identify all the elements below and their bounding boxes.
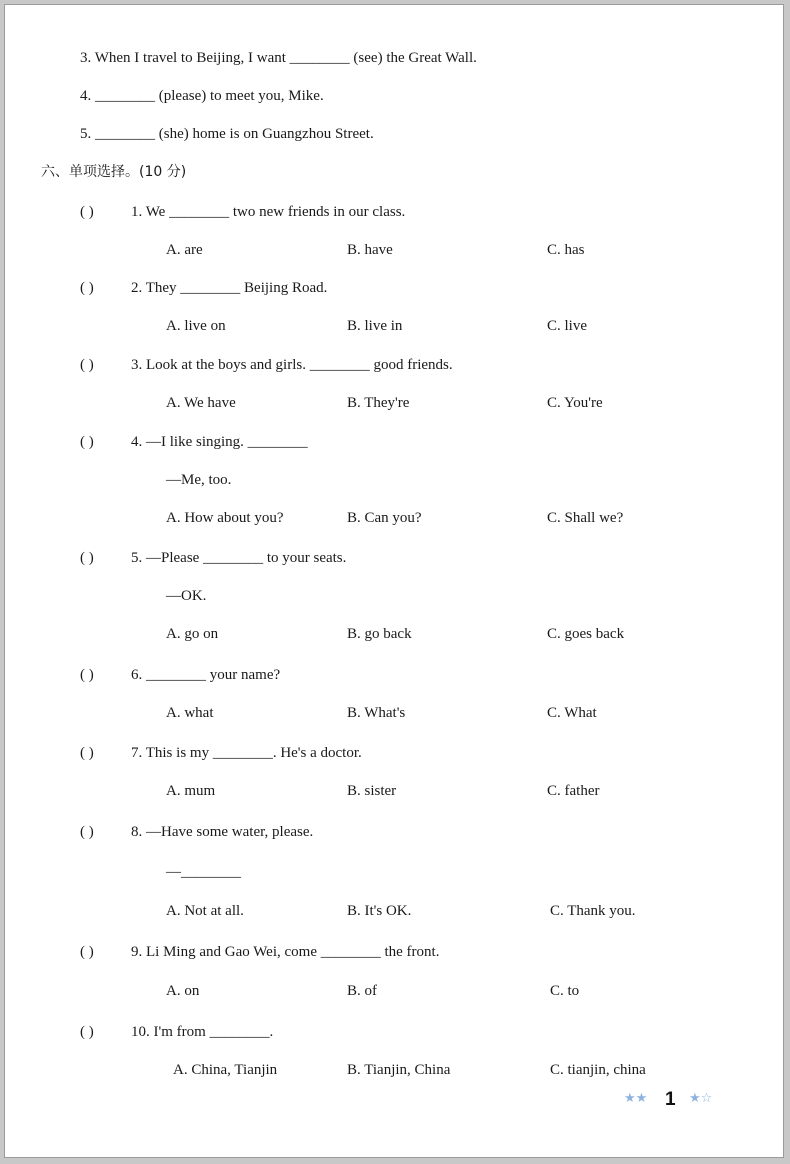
option-c: C. has	[547, 242, 585, 258]
option-c: C. What	[547, 705, 597, 721]
option-a: A. are	[166, 242, 203, 258]
worksheet-page	[4, 4, 784, 1158]
option-c: C. to	[550, 983, 580, 999]
option-b: B. Can you?	[347, 510, 422, 526]
option-b: B. Tianjin, China	[347, 1062, 451, 1078]
answer-blank[interactable]: ( )	[80, 434, 94, 450]
option-b: B. go back	[347, 626, 412, 642]
question-stem: 4. —I like singing. ________	[131, 434, 308, 450]
question-stem: 5. —Please ________ to your seats.	[131, 550, 347, 566]
answer-blank[interactable]: ( )	[80, 204, 94, 220]
option-a: A. live on	[166, 318, 226, 334]
option-c: C. Thank you.	[550, 903, 636, 919]
option-b: B. They're	[347, 395, 410, 411]
section-title: 六、单项选择。(10 分)	[41, 164, 187, 180]
fill-item-5: 5. ________ (she) home is on Guangzhou Street.	[80, 126, 374, 142]
option-b: B. live in	[347, 318, 403, 334]
option-b: B. What's	[347, 705, 406, 721]
option-b: B. It's OK.	[347, 903, 412, 919]
option-b: B. of	[347, 983, 377, 999]
question-stem: 6. ________ your name?	[131, 667, 281, 683]
question-stem: 1. We ________ two new friends in our class.	[131, 204, 406, 220]
option-c: C. You're	[547, 395, 603, 411]
option-c: C. goes back	[547, 626, 625, 642]
question-stem: 8. —Have some water, please.	[131, 824, 314, 840]
question-stem: 10. I'm from ________.	[131, 1024, 274, 1040]
answer-blank[interactable]: ( )	[80, 745, 94, 761]
question-stem: 3. Look at the boys and girls. ________ good friends.	[131, 357, 453, 373]
answer-blank[interactable]: ( )	[80, 667, 94, 683]
option-a: A. on	[166, 983, 200, 999]
option-c: C. father	[547, 783, 600, 799]
option-c: C. live	[547, 318, 587, 334]
option-b: B. sister	[347, 783, 397, 799]
answer-blank[interactable]: ( )	[80, 280, 94, 296]
question-reply: —Me, too.	[166, 472, 232, 488]
question-stem: 9. Li Ming and Gao Wei, come ________ the front.	[131, 944, 440, 960]
answer-blank[interactable]: ( )	[80, 1024, 94, 1040]
option-a: A. How about you?	[166, 510, 284, 526]
option-b: B. have	[347, 242, 393, 258]
option-c: C. tianjin, china	[550, 1062, 646, 1078]
fill-item-3: 3. When I travel to Beijing, I want ________ (see) the Great Wall.	[80, 50, 477, 66]
option-c: C. Shall we?	[547, 510, 624, 526]
answer-blank[interactable]: ( )	[80, 357, 94, 373]
star-icon: ★☆	[689, 1091, 713, 1106]
question-reply: —________	[166, 864, 241, 880]
question-stem: 2. They ________ Beijing Road.	[131, 280, 328, 296]
page-number: 1	[665, 1089, 676, 1110]
option-a: A. go on	[166, 626, 219, 642]
answer-blank[interactable]: ( )	[80, 550, 94, 566]
question-reply: —OK.	[166, 588, 207, 604]
star-icon: ★★	[624, 1091, 648, 1106]
answer-blank[interactable]: ( )	[80, 824, 94, 840]
option-a: A. mum	[166, 783, 216, 799]
fill-item-4: 4. ________ (please) to meet you, Mike.	[80, 88, 324, 104]
option-a: A. We have	[166, 395, 236, 411]
option-a: A. China, Tianjin	[173, 1062, 278, 1078]
option-a: A. Not at all.	[166, 903, 244, 919]
question-stem: 7. This is my ________. He's a doctor.	[131, 745, 362, 761]
answer-blank[interactable]: ( )	[80, 944, 94, 960]
option-a: A. what	[166, 705, 214, 721]
